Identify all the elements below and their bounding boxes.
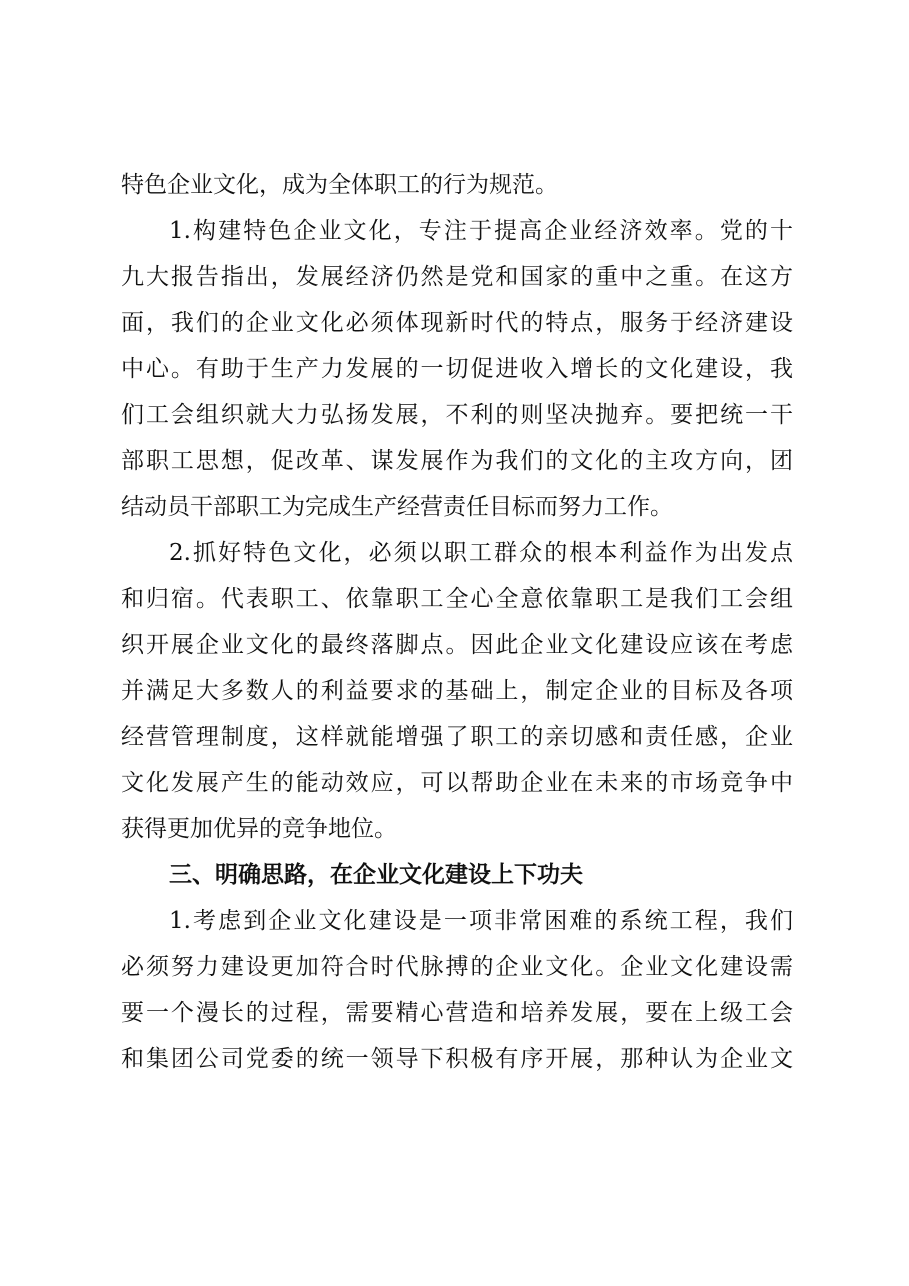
paragraph-line: 织开展企业文化的最终落脚点。因此企业文化建设应该在考虑 — [121, 632, 793, 658]
section-heading: 三、明确思路，在企业文化建设上下功夫 — [169, 862, 583, 888]
paragraph-line: 并满足大多数人的利益要求的基础上，制定企业的目标及各项 — [121, 678, 793, 704]
paragraph-line: 2.抓好特色文化，必须以职工群众的根本利益作为出发点 — [169, 540, 793, 566]
paragraph-line: 和归宿。代表职工、依靠职工全心全意依靠职工是我们工会组 — [121, 586, 793, 612]
paragraph-line: 们工会组织就大力弘扬发展，不利的则坚决抛弃。要把统一干 — [121, 402, 793, 428]
document-body — [121, 162, 793, 1082]
paragraph-line: 文化发展产生的能动效应，可以帮助企业在未来的市场竞争中 — [121, 770, 793, 796]
paragraph-line: 特色企业文化，成为全体职工的行为规范。 — [121, 172, 558, 198]
paragraph-line: 要一个漫长的过程，需要精心营造和培养发展，要在上级工会 — [121, 1000, 793, 1026]
paragraph-line: 1.考虑到企业文化建设是一项非常困难的系统工程，我们 — [169, 908, 793, 934]
paragraph-line: 获得更加优异的竞争地位。 — [121, 816, 397, 842]
paragraph-line: 九大报告指出，发展经济仍然是党和国家的重中之重。在这方 — [121, 264, 793, 290]
paragraph-line: 1.构建特色企业文化，专注于提高企业经济效率。党的十 — [169, 218, 793, 244]
paragraph-line: 经营管理制度，这样就能增强了职工的亲切感和责任感，企业 — [121, 724, 793, 750]
paragraph-line: 部职工思想，促改革、谋发展作为我们的文化的主攻方向，团 — [121, 448, 793, 474]
paragraph-line: 必须努力建设更加符合时代脉搏的企业文化。企业文化建设需 — [121, 954, 793, 980]
paragraph-line: 结动员干部职工为完成生产经营责任目标而努力工作。 — [121, 494, 673, 520]
paragraph-line: 和集团公司党委的统一领导下积极有序开展，那种认为企业文 — [121, 1046, 793, 1072]
paragraph-line: 中心。有助于生产力发展的一切促进收入增长的文化建设，我 — [121, 356, 793, 382]
paragraph-line: 面，我们的企业文化必须体现新时代的特点，服务于经济建设 — [121, 310, 793, 336]
